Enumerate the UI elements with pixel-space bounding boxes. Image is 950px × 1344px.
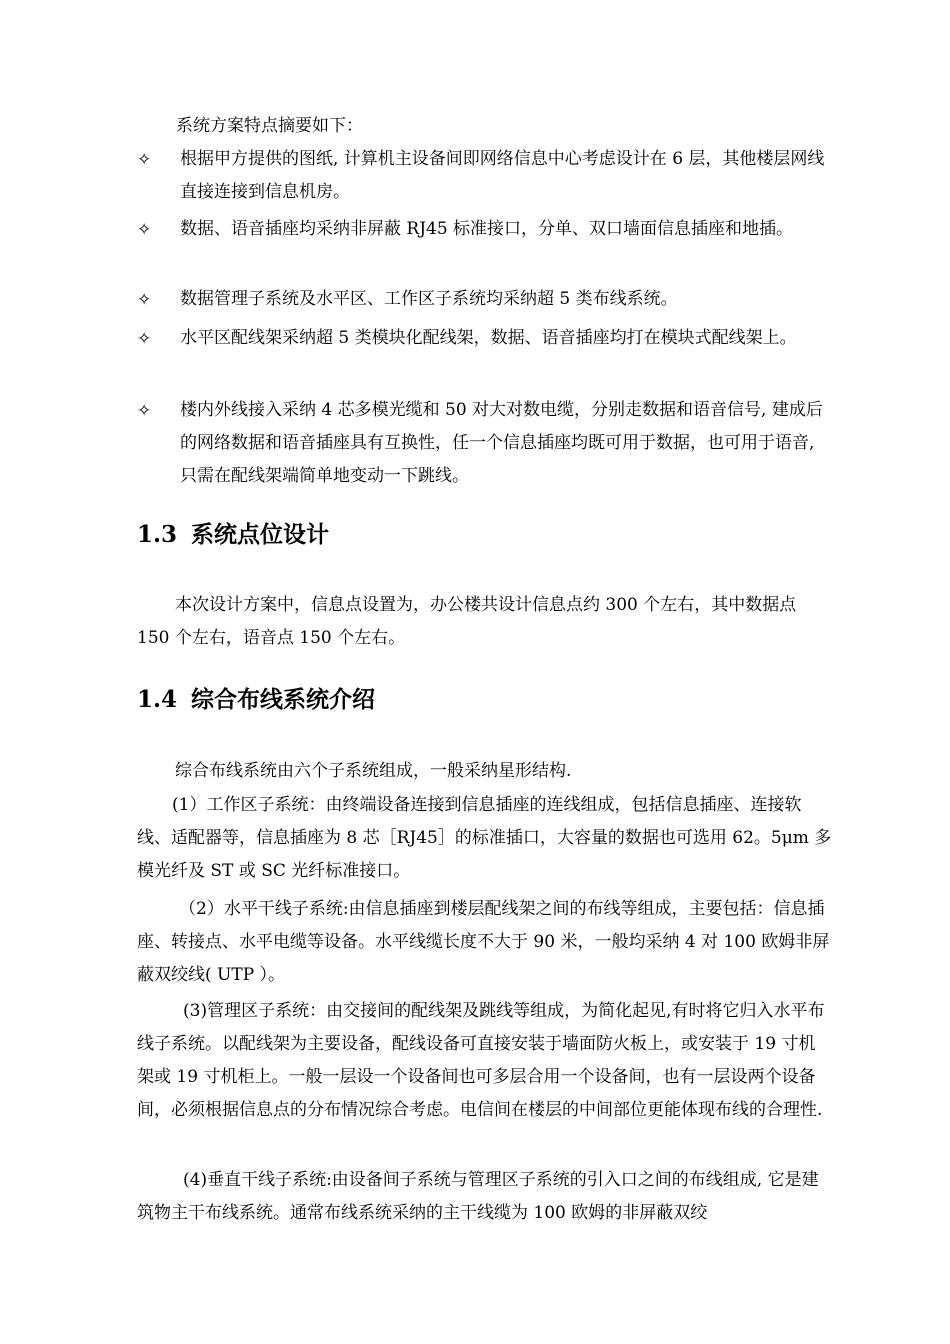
- paragraph: (4)垂直干线子系统:由设备间子系统与管理区子系统的引入口之间的布线组成, 它是建筑物主干布线系统。通常布线系统采纳的主干线缆为 100 欧姆的非屏蔽双绞: [137, 1170, 819, 1223]
- paragraph: (1）工作区子系统：由终端设备连接到信息插座的连线组成，包括信息插座、连接软线、适配器等，信息插座为 8 芯［RJ45］的标准插口，大容量的数据也可选用 62。5μm 多模光纤及 ST 或 SC 光纤标准接口。: [137, 795, 832, 881]
- bullet-item: 楼内外线接入采纳 4 芯多模光缆和 50 对大对数电缆，分别走数据和语音信号, 建成后的网络数据和语音插座具有互换性，任一个信息插座均既可用于数据，也可用于语音, 只需在配线架端简单地变动一下跳线。: [180, 400, 823, 486]
- paragraph: 本次设计方案中，信息点设置为，办公楼共设计信息点约 300 个左右，其中数据点 150 个左右，语音点 150 个左右。: [137, 595, 797, 648]
- section-heading-1-3: [137, 520, 329, 550]
- paragraph: 综合布线系统由六个子系统组成，一般采纳星形结构.: [175, 761, 572, 781]
- bullet-icon: ✧: [137, 401, 152, 421]
- section-number: 1.3: [137, 521, 178, 548]
- bullet-item: 数据、语音插座均采纳非屏蔽 RJ45 标准接口，分单、双口墙面信息插座和地插。: [180, 219, 794, 239]
- bullet-icon: ✧: [137, 329, 152, 349]
- paragraph: (3)管理区子系统：由交接间的配线架及跳线等组成，为简化起见,有时将它归入水平布线子系统。以配线架为主要设备，配线设备可直接安装于墙面防火板上，或安装于 19 寸机架或 19 寸机柜上。一般一层设一个设备间也可多层合用一个设备间，也有一层设两个设备间，必须根据信息点的分布情况综合考虑。电信间在楼层的中间部位更能体现布线的合理性.: [137, 1001, 825, 1120]
- paragraph: （2）水平干线子系统:由信息插座到楼层配线架之间的布线等组成，主要包括：信息插座、转接点、水平电缆等设备。水平线缆长度不大于 90 米，一般均采纳 4 对 100 欧姆非屏蔽双绞线( UTP ）。: [137, 899, 830, 985]
- section-number: 1.4: [137, 686, 178, 713]
- bullet-icon: ✧: [137, 220, 152, 240]
- bullet-item: 水平区配线架采纳超 5 类模块化配线架，数据、语音插座均打在模块式配线架上。: [180, 328, 797, 348]
- bullet-icon: ✧: [137, 290, 152, 310]
- intro-line: 系统方案特点摘要如下：: [176, 116, 363, 136]
- section-heading-1-4: [137, 685, 375, 715]
- section-title: 综合布线系统介绍: [191, 686, 376, 713]
- bullet-icon: ✧: [137, 150, 152, 170]
- section-title: 系统点位设计: [191, 521, 330, 548]
- bullet-item: 数据管理子系统及水平区、工作区子系统均采纳超 5 类布线系统。: [180, 289, 678, 309]
- bullet-item: 根据甲方提供的图纸, 计算机主设备间即网络信息中心考虑设计在 6 层，其他楼层网线直接连接到信息机房。: [180, 149, 825, 202]
